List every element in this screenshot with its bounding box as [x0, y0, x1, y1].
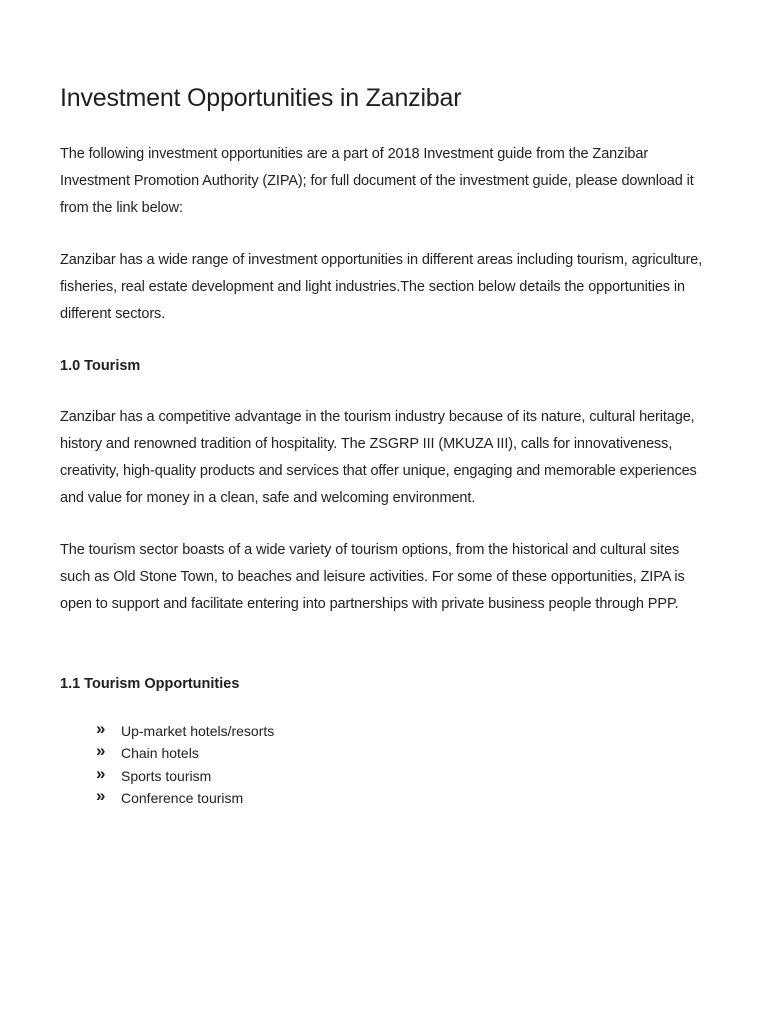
- list-item: [96, 765, 274, 787]
- intro-paragraph: The following investment opportunities are a part of 2018 Investment guide from the Zanzibar Investment Promotion Authority (ZIPA); for full document of the investment guide, please download it from the link below:: [60, 146, 694, 216]
- double-chevron-right-icon: »: [96, 763, 106, 783]
- list-item: [96, 720, 274, 742]
- tourism-paragraph-2: The tourism sector boasts of a wide variety of tourism options, from the historical and cultural sites such as Old Stone Town, to beaches and leisure activities. For some of these opportunities, ZIPA is open to support and facilitate entering into partnerships with private business people through PPP.: [60, 542, 685, 612]
- list-item-label: Up-market hotels/resorts: [121, 723, 275, 739]
- double-chevron-right-icon: »: [96, 741, 106, 761]
- page-title: Investment Opportunities in Zanzibar: [60, 84, 462, 112]
- list-item-label: Sports tourism: [121, 767, 212, 784]
- list-item-label: Chain hotels: [121, 745, 199, 762]
- list-item: [96, 787, 274, 809]
- list-item: [96, 742, 274, 764]
- section-heading-tourism: 1.0 Tourism: [60, 358, 141, 374]
- tourism-paragraph-1: Zanzibar has a competitive advantage in the tourism industry because of its nature, cultural heritage, history and renowned tradition of hospitality. The ZSGRP III (MKUZA III), calls for innovativeness, creativity, high-quality products and services that offer unique, engaging and memorable experiences and value for money in a clean, safe and welcoming environment.: [60, 409, 697, 506]
- double-chevron-right-icon: »: [96, 719, 106, 738]
- overview-paragraph: Zanzibar has a wide range of investment opportunities in different areas including tourism, agriculture, fisheries, real estate development and light industries.The section below details the opportunities in different sectors.: [60, 252, 703, 322]
- section-heading-tourism-opportunities: 1.1 Tourism Opportunities: [60, 676, 240, 692]
- list-item-label: Conference tourism: [121, 789, 244, 806]
- opportunities-list: [96, 720, 274, 809]
- double-chevron-right-icon: »: [96, 785, 106, 805]
